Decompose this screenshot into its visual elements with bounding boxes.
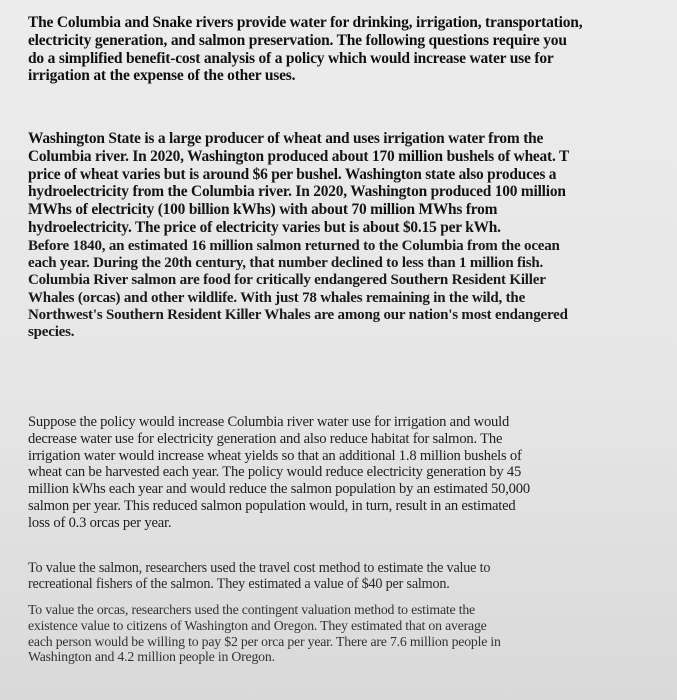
- text-line: decrease water use for electricity generation and also reduce habitat for salmon. The: [28, 430, 503, 447]
- policy-paragraph: [28, 414, 668, 532]
- text-line: species.: [28, 324, 75, 341]
- text-line: irrigation water would increase wheat yields so that an additional 1.8 million bushels of: [28, 447, 522, 464]
- text-line: Suppose the policy would increase Columbia river water use for irrigation and would: [28, 414, 510, 430]
- text-line: wheat can be harvested each year. The policy would reduce electricity generation by 45: [28, 464, 522, 481]
- text-line: hydroelectricity from the Columbia river. In 2020, Washington produced 100 million: [28, 183, 566, 201]
- text-line: each person would be willing to pay $2 per orca per year. There are 7.6 million people in: [28, 633, 501, 649]
- text-line: MWhs of electricity (100 billion kWhs) with about 70 million MWhs from: [28, 201, 498, 219]
- text-line: each year. During the 20th century, that number declined to less than 1 million fish.: [28, 255, 544, 272]
- text-line: Columbia river. In 2020, Washington produced about 170 million bushels of wheat. T: [28, 147, 570, 165]
- text-line: Whales (orcas) and other wildlife. With just 78 whales remaining in the wild, the: [28, 289, 526, 306]
- text-line: Washington State is a large producer of wheat and uses irrigation water from the: [28, 130, 544, 147]
- text-line: To value the salmon, researchers used the travel cost method to estimate the value to: [28, 560, 491, 576]
- text-line: Northwest's Southern Resident Killer Whales are among our nation's most endangered: [28, 306, 568, 323]
- text-line: hydroelectricity. The price of electricity varies but is about $0.15 per kWh.: [28, 218, 501, 236]
- orca-valuation-paragraph: [28, 602, 668, 665]
- text-line: Before 1840, an estimated 16 million salmon returned to the Columbia from the ocean: [28, 238, 560, 254]
- text-line: loss of 0.3 orcas per year.: [28, 514, 172, 531]
- text-line: recreational fishers of the salmon. They estimated a value of $40 per salmon.: [28, 576, 450, 593]
- text-line: Washington and 4.2 million people in Oregon.: [28, 649, 275, 665]
- text-line: irrigation at the expense of the other uses.: [28, 67, 296, 85]
- text-line: salmon per year. This reduced salmon population would, in turn, result in an estimated: [28, 497, 516, 514]
- text-line: price of wheat varies but is around $6 per bushel. Washington state also produces a: [28, 165, 557, 183]
- salmon-history-paragraph: [28, 238, 668, 341]
- washington-production-paragraph: [28, 130, 668, 237]
- text-line: To value the orcas, researchers used the contingent valuation method to estimate the: [28, 602, 475, 617]
- text-line: Columbia River salmon are food for critically endangered Southern Resident Killer: [28, 272, 546, 289]
- text-line: electricity generation, and salmon preservation. The following questions require you: [28, 31, 567, 49]
- text-line: existence value to citizens of Washington and Oregon. They estimated that on average: [28, 617, 487, 633]
- salmon-valuation-paragraph: [28, 560, 668, 593]
- text-line: million kWhs each year and would reduce the salmon population by an estimated 50,000: [28, 481, 530, 498]
- text-line: do a simplified benefit-cost analysis of a policy which would increase water use for: [28, 49, 554, 67]
- text-line: The Columbia and Snake rivers provide water for drinking, irrigation, transportation,: [28, 14, 583, 31]
- intro-paragraph: [28, 14, 668, 85]
